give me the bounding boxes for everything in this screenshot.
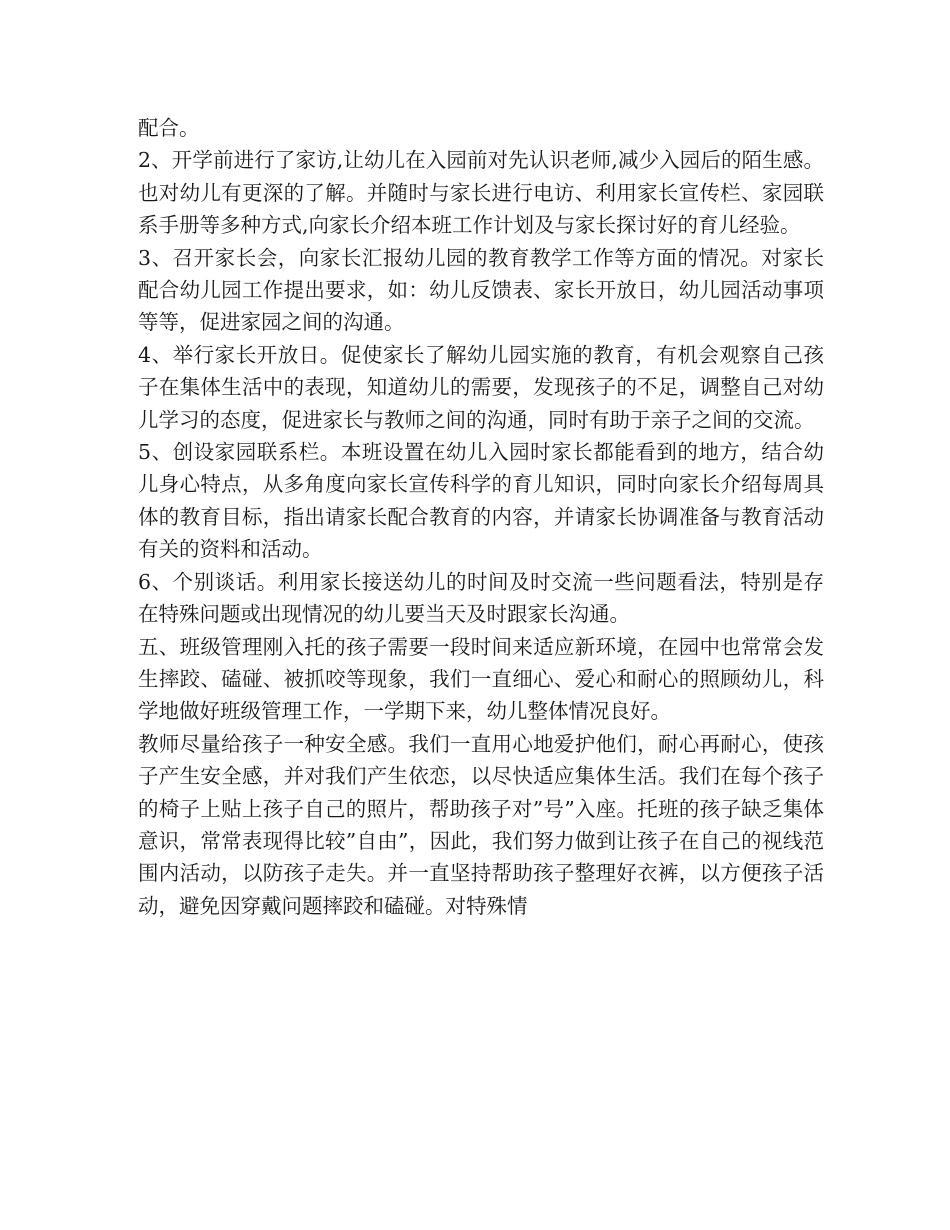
paragraph-item-4-open-day: 4、举行家长开放日。促使家长了解幼儿园实施的教育，有机会观察自己孩子在集体生活中的表现，知道幼儿的需要，发现孩子的不足，调整自己对幼儿学习的态度，促进家长与教师之间的沟通，同时有助于亲子之间的交流。: [138, 342, 824, 432]
document-body: [138, 112, 824, 922]
paragraph-sense-of-security: 教师尽量给孩子一种安全感。我们一直用心地爱护他们，耐心再耐心，使孩子产生安全感，并对我们产生依恋，以尽快适应集体生活。我们在每个孩子的椅子上贴上孩子自己的照片，帮助孩子对”号”入座。托班的孩子缺乏集体意识，常常表现得比较”自由”，因此，我们努力做到让孩子在自己的视线范围内活动，以防孩子走失。并一直坚持帮助孩子整理好衣裤，以方便孩子活动，避免因穿戴问题摔跤和磕碰。对特殊情: [138, 731, 824, 918]
paragraph-item-5-contact-board: 5、创设家园联系栏。本班设置在幼儿入园时家长都能看到的地方，结合幼儿身心特点，从多角度向家长宣传科学的育儿知识，同时向家长介绍每周具体的教育目标，指出请家长配合教育的内容，并请家长协调准备与教育活动有关的资料和活动。: [138, 440, 824, 562]
paragraph-item-2-home-visit: 2、开学前进行了家访,让幼儿在入园前对先认识老师,减少入园后的陌生感。也对幼儿有更深的了解。并随时与家长进行电访、利用家长宣传栏、家园联系手册等多种方式,向家长介绍本班工作计划及与家长探讨好的育儿经验。: [138, 148, 824, 238]
paragraph-section-5-class-management: 五、班级管理刚入托的孩子需要一段时间来适应新环境，在园中也常常会发生摔跤、磕碰、被抓咬等现象，我们一直细心、爱心和耐心的照顾幼儿，科学地做好班级管理工作，一学期下来，幼儿整体情况良好。: [138, 634, 824, 724]
paragraph-item-6-individual-talk: 6、个别谈话。利用家长接送幼儿的时间及时交流一些问题看法，特别是存在特殊问题或出现情况的幼儿要当天及时跟家长沟通。: [138, 569, 824, 627]
paragraph-item-3-parent-meeting: 3、召开家长会，向家长汇报幼儿园的教育教学工作等方面的情况。对家长配合幼儿园工作提出要求，如：幼儿反馈表、家长开放日，幼儿园活动事项等等，促进家园之间的沟通。: [138, 245, 824, 335]
paragraph-continuation: 配合。: [138, 116, 200, 140]
